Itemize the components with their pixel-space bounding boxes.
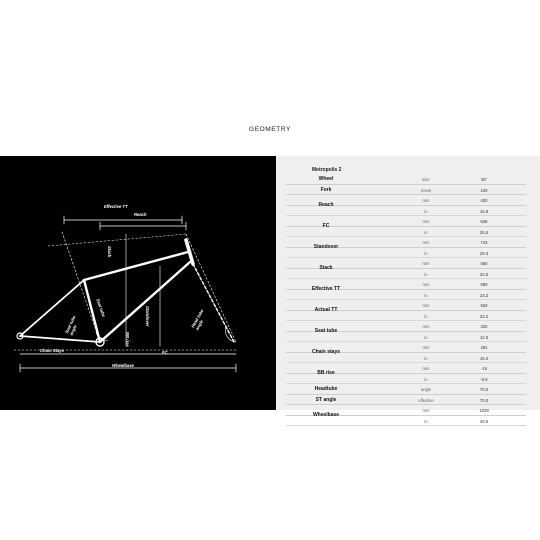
table-row [286,237,526,248]
row-unit: mm [422,324,430,329]
table-row [286,300,526,311]
row-name: Headtube [314,386,338,393]
row-unit: mm [422,261,430,266]
table-row [286,195,526,206]
row-name: Stack [319,265,333,271]
row-unit: in [424,313,428,319]
page-title: GEOMETRY [249,126,291,133]
table-row [286,269,526,280]
row-value: 1029 [479,408,489,413]
row-value: 648 [480,219,488,224]
top-tube-line [84,252,188,280]
table-row [286,416,526,427]
label-wheelbase: Wheelbase [112,363,134,368]
down-tube-line [100,262,190,342]
row-unit: in [424,229,428,235]
label-head-tube-angle: Head tube angle [190,308,205,331]
row-name: Chain stays [311,349,341,355]
row-name: FC [322,223,330,229]
row-unit: angle [420,387,432,392]
table-row [286,374,526,385]
row-unit: in [424,292,428,298]
row-value: 560 [480,261,488,266]
table-row [286,185,526,196]
row-unit: in [424,355,428,361]
geometry-rows [286,174,526,426]
row-unit: in [424,376,428,382]
table-row [286,227,526,238]
row-name: Wheelbase [312,412,340,418]
row-unit: in [424,208,428,214]
table-row [286,342,526,353]
table-row [286,311,526,322]
row-name: Seat tube [314,328,338,334]
row-name: Actual TT [314,307,338,313]
row-unit: mm [422,198,430,203]
row-value: 70.0 [479,387,489,392]
row-value: 40.5 [479,418,489,424]
row-name: ST angle [315,396,337,403]
row-unit: mm [422,240,430,245]
label-reach: Reach [134,212,147,217]
table-row [286,290,526,301]
row-value: 743 [480,240,488,245]
row-unit: mm [422,219,430,224]
row-name: Wheel [318,176,334,183]
row-value: 26" [480,177,488,182]
table-row [286,321,526,332]
row-unit: mm [422,282,430,287]
row-value: -0.6 [480,376,488,382]
row-value: 590 [480,282,488,287]
seat-tube-line [84,280,100,342]
row-name: Effective TT [311,286,341,292]
label-stack: Stack [107,246,112,258]
row-value: 22.0 [479,271,489,277]
table-row [286,206,526,217]
table-row [286,384,526,395]
row-name: Fork [320,186,332,193]
geometry-table [276,156,540,424]
fork-dashed-line [193,264,234,342]
table-row [286,216,526,227]
table-row [286,363,526,374]
row-unit: mm [422,366,430,371]
model-title: Metropolis 2 [312,167,342,173]
label-seat-tube: Seat tube [95,298,107,318]
table-row [286,174,526,185]
row-unit: size [422,177,430,182]
table-row [286,248,526,259]
label-effective-tt: Effective TT [104,204,128,209]
row-unit: mm [422,303,430,308]
row-value: 381 [480,345,488,350]
row-unit: in [424,271,428,277]
label-fc: FC [162,350,168,355]
table-row [286,332,526,343]
table-row [286,405,526,416]
table-row [286,395,526,406]
table-row [286,279,526,290]
row-name: Standover [313,244,339,250]
row-unit: mm [422,345,430,350]
row-value: 563 [480,303,488,308]
row-value: 320 [480,324,488,329]
row-unit: in [424,418,428,424]
row-value: -15 [480,366,488,371]
row-value: 15.9 [479,208,489,214]
row-value: 25.5 [479,229,489,235]
frame-drawing [0,156,276,410]
row-unit: effective [418,397,434,403]
table-row [286,353,526,364]
row-unit: travel [420,187,432,193]
row-value: 29.3 [479,250,489,256]
table-row [286,258,526,269]
row-value: 403 [480,198,488,203]
row-name: Reach [318,202,334,208]
row-value: 12.6 [479,334,489,340]
row-value: 22.2 [479,313,489,319]
row-value: 100 [480,187,488,193]
row-unit: in [424,250,428,256]
label-chain-stays: Chain Stays [40,348,64,353]
row-value: 15.0 [479,355,489,361]
row-unit: mm [422,408,430,413]
label-bb-rise: BB rise [125,332,130,347]
row-unit: in [424,334,428,340]
chain-stay-line [20,336,100,342]
label-seat-tube-angle: Seat tube angle [64,314,78,337]
row-name: BB rise [317,370,335,376]
geometry-diagram [0,156,276,410]
row-value: 70.0 [479,397,489,403]
label-standover: Standover [145,306,150,327]
row-value: 23.2 [479,292,489,298]
